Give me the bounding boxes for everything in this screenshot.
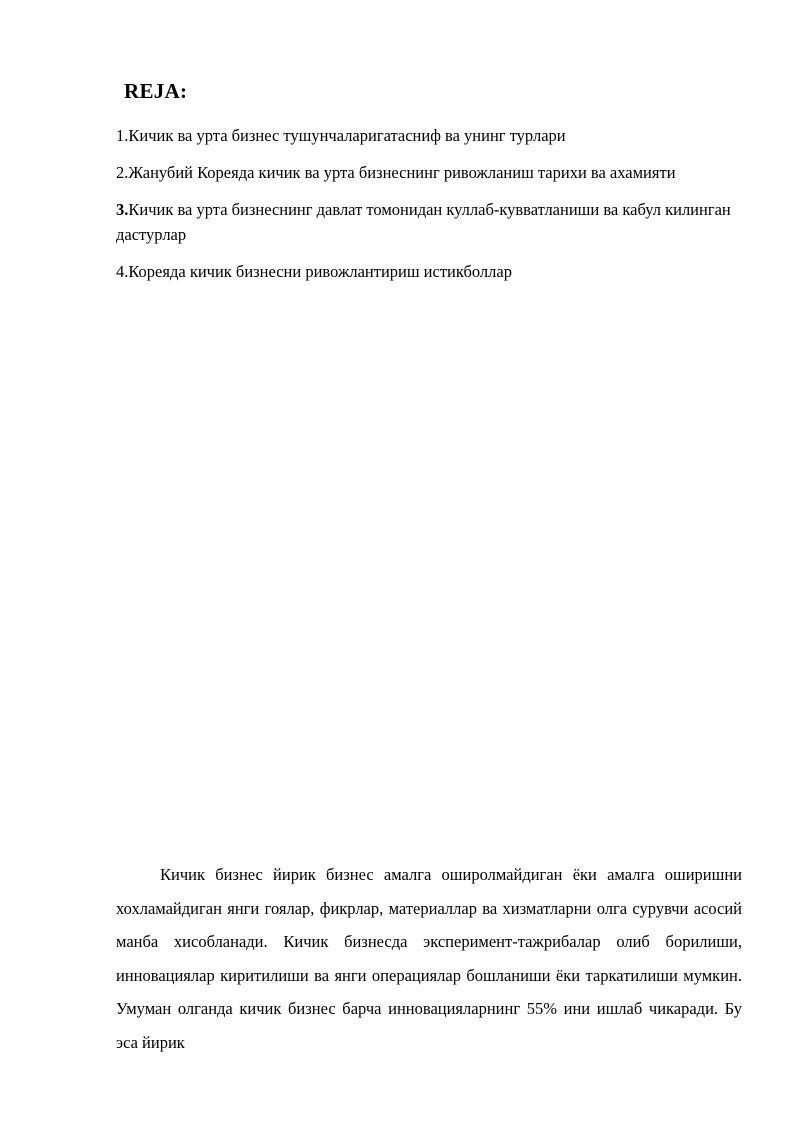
plan-item-text: Кичик ва урта бизнеснинг давлат томонидан куллаб-кувватланиши ва кабул килинган дастурлар: [116, 200, 731, 244]
plan-item-text: Кореяда кичик бизнесни ривожлантириш истикболлар: [128, 262, 512, 281]
plan-item: [116, 259, 748, 284]
plan-item-text: Жанубий Кореяда кичик ва урта бизнеснинг ривожланиш тарихи ва ахамияти: [128, 163, 676, 182]
plan-heading: REJA:: [124, 79, 188, 103]
plan-item: [116, 197, 748, 247]
plan-item: [116, 123, 748, 148]
plan-item-number: 2.: [116, 163, 129, 182]
plan-item-number: 1.: [116, 126, 129, 145]
plan-item-text: Кичик ва урта бизнес тушунчаларигатасниф ва унинг турлари: [128, 126, 566, 145]
plan-item-number: 3.: [116, 200, 129, 219]
plan-list: [116, 123, 748, 296]
plan-item: [116, 160, 748, 185]
plan-item-number: 4.: [116, 262, 129, 281]
body-paragraph: Кичик бизнес йирик бизнес амалга оширолмайдиган ёки амалга оширишни хохламайдиган янги гоялар, фикрлар, материаллар ва хизматларни олга сурувчи асосий манба хисобланади. Кичик бизнесда эксперимент-тажрибалар олиб борилиши, инновациялар киритилиши ва янги операциялар бошланиши ёки таркатилиши мумкин. Умуман олганда кичик бизнес барча инновацияларнинг 55% ини ишлаб чикаради. Бу эса йирик: [116, 865, 742, 1052]
